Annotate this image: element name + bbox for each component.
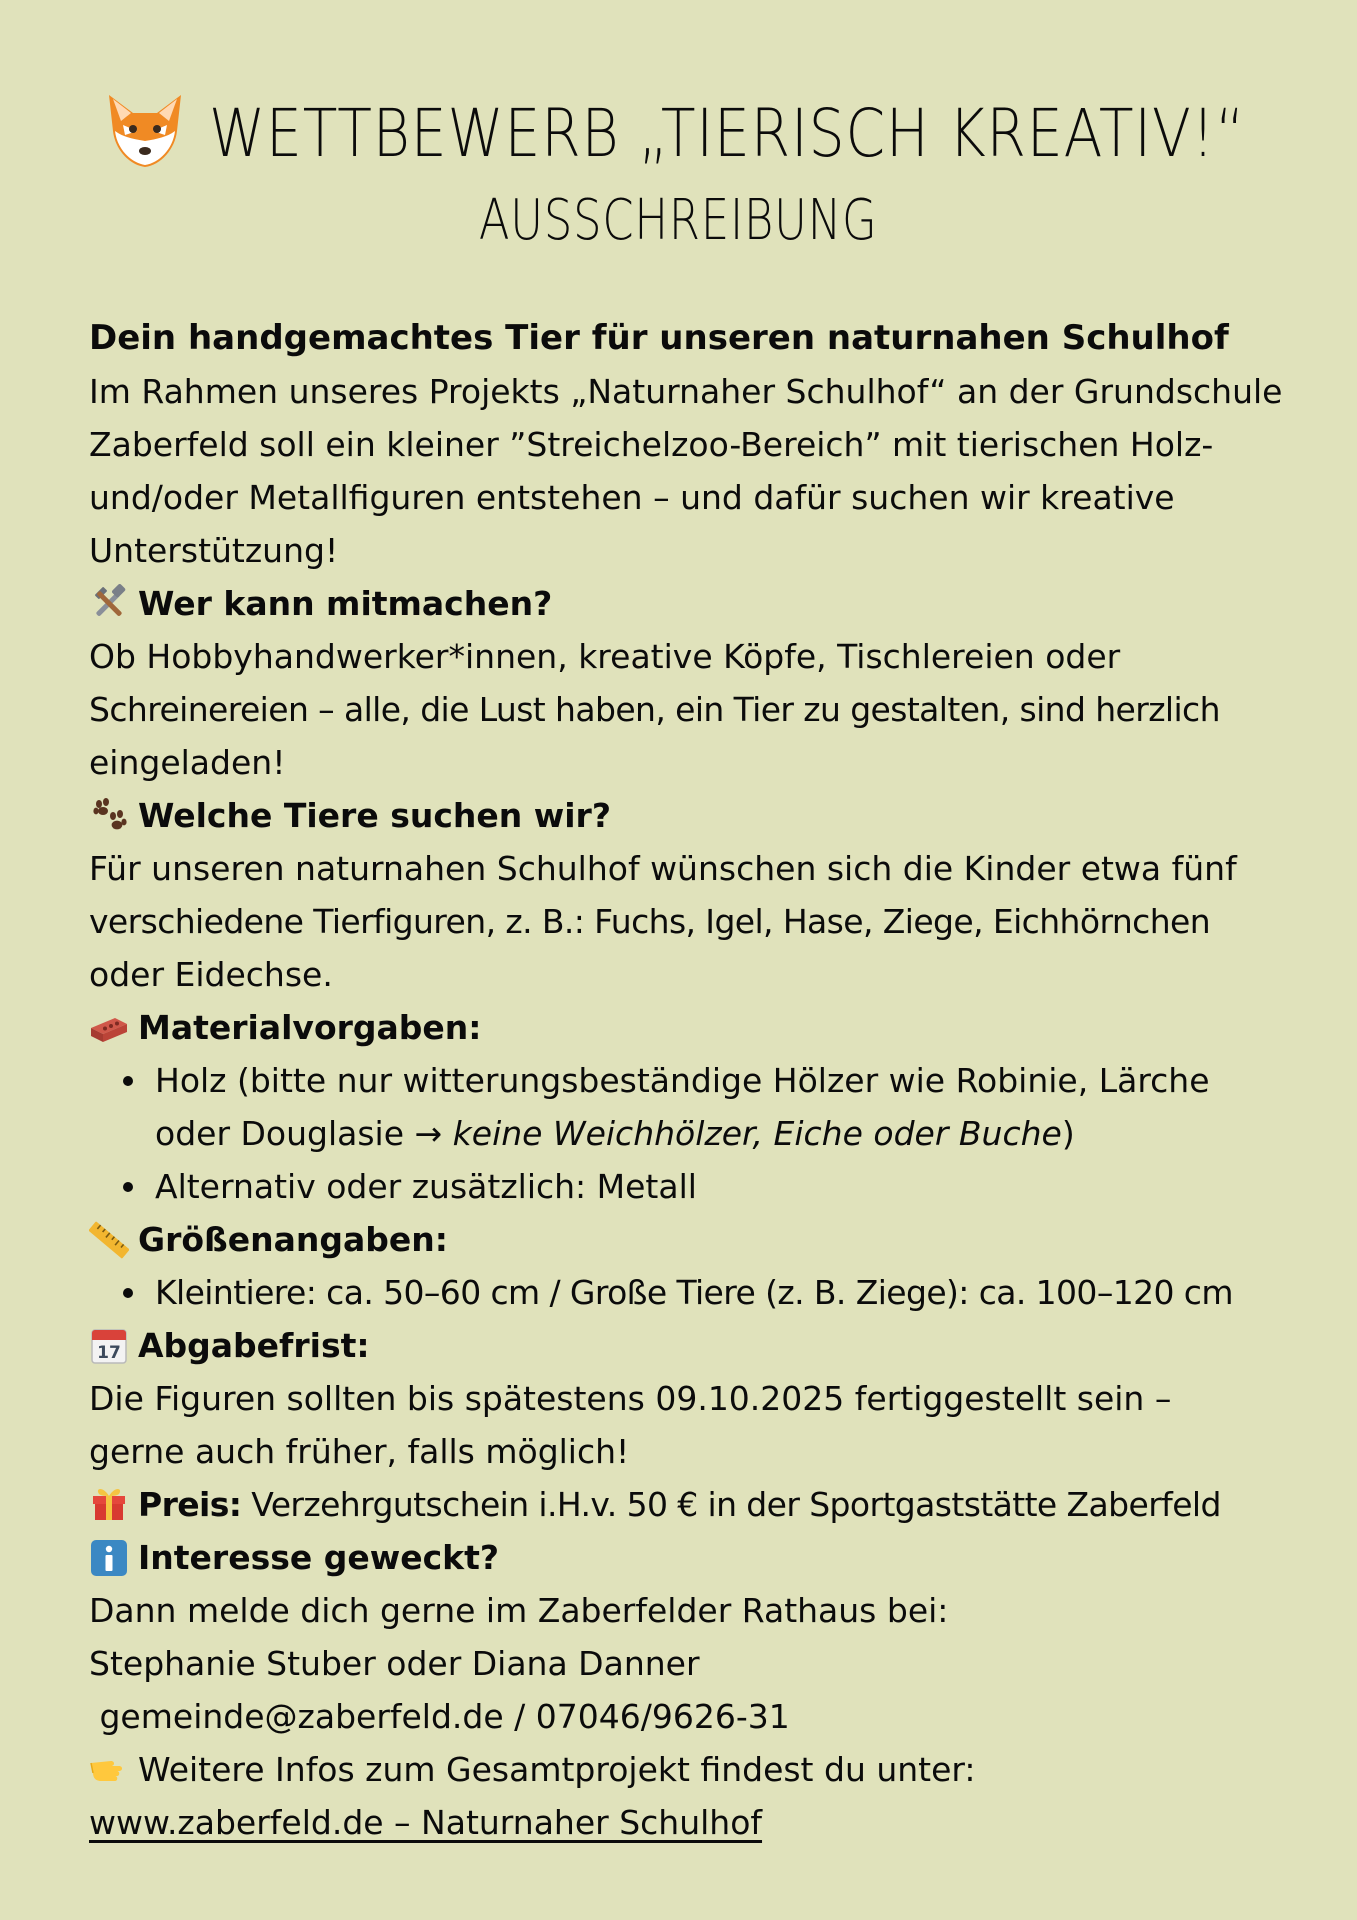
calendar-icon <box>89 1326 129 1366</box>
materials-item1-text: oder Douglasie → <box>155 1114 453 1153</box>
materials-item1-close: ) <box>1061 1114 1075 1153</box>
pointing-hand-icon <box>89 1747 129 1787</box>
info-icon <box>89 1538 129 1578</box>
project-link-line <box>89 1796 1289 1849</box>
contact-more-info <box>89 1743 1289 1796</box>
intro-heading: Dein handgemachtes Tier für unseren naturnahen Schulhof <box>89 318 1229 358</box>
deadline-heading <box>89 1319 1289 1372</box>
animals-line: Für unseren naturnahen Schulhof wünschen sich die Kinder etwa fünf <box>89 849 1237 888</box>
materials-item1-emphasis: keine Weichhölzer, Eiche oder Buche <box>452 1114 1062 1153</box>
more-info-text: Weitere Infos zum Gesamtprojekt findest du unter: <box>138 1750 976 1789</box>
contact-heading-text: Interesse geweckt? <box>138 1538 500 1577</box>
contact-heading <box>89 1531 1289 1584</box>
brick-icon <box>89 1008 129 1048</box>
participants-heading-text: Wer kann mitmachen? <box>138 584 553 623</box>
participants-line: Schreinereien – alle, die Lust haben, ein Tier zu gestalten, sind herzlich <box>89 690 1220 729</box>
prize-label: Preis: <box>138 1485 242 1524</box>
animals-heading-text: Welche Tiere suchen wir? <box>138 796 611 835</box>
materials-heading <box>89 1001 1289 1054</box>
content <box>89 312 1289 1849</box>
intro-line: und/oder Metallfiguren entstehen – und dafür suchen wir kreative <box>89 478 1175 517</box>
materials-item1-line2 <box>155 1114 1075 1153</box>
animals-line: oder Eidechse. <box>89 955 333 994</box>
svg-text:17: 17 <box>97 1342 121 1363</box>
contact-line: Dann melde dich gerne im Zaberfelder Rathaus bei: <box>89 1591 949 1630</box>
contact-email-phone[interactable]: gemeinde@zaberfeld.de / 07046/9626-31 <box>89 1697 790 1736</box>
deadline-heading-text: Abgabefrist: <box>138 1326 370 1365</box>
fox-icon <box>103 91 187 171</box>
list-item: Kleintiere: ca. 50–60 cm / Große Tiere (z. B. Ziege): ca. 100–120 cm <box>133 1266 1289 1319</box>
header <box>0 88 1357 253</box>
materials-heading-text: Materialvorgaben: <box>138 1008 482 1047</box>
ruler-icon <box>89 1220 129 1260</box>
prize-text: Verzehrgutschein i.H.v. 50 € in der Sportgaststätte Zaberfeld <box>241 1485 1221 1524</box>
intro-line: Zaberfeld soll ein kleiner ”Streichelzoo-Bereich” mit tierischen Holz- <box>89 425 1214 464</box>
project-link[interactable]: www.zaberfeld.de – Naturnaher Schulhof <box>89 1803 763 1842</box>
participants-line: Ob Hobbyhandwerker*innen, kreative Köpfe, Tischlereien oder <box>89 637 1121 676</box>
sizes-heading <box>89 1213 1289 1266</box>
intro-line: Im Rahmen unseres Projekts „Naturnaher Schulhof“ an der Grundschule <box>89 372 1283 411</box>
deadline-line: Die Figuren sollten bis spätestens 09.10.2025 fertiggestellt sein – <box>89 1379 1172 1418</box>
tools-icon <box>89 584 129 624</box>
contact-line: Stephanie Stuber oder Diana Danner <box>89 1644 700 1683</box>
prize-line <box>89 1478 1289 1531</box>
page-title: WETTBEWERB „TIERISCH KREATIV!“ <box>208 94 1246 172</box>
title-row <box>0 88 1357 178</box>
materials-list <box>89 1054 1289 1213</box>
sizes-heading-text: Größenangaben: <box>138 1220 448 1259</box>
deadline-line: gerne auch früher, falls möglich! <box>89 1432 630 1471</box>
materials-item1-line1: Holz (bitte nur witterungsbeständige Hölzer wie Robinie, Lärche <box>155 1061 1210 1100</box>
intro-line: Unterstützung! <box>89 531 339 570</box>
list-item <box>133 1054 1289 1160</box>
paw-prints-icon <box>89 796 129 836</box>
participants-line: eingeladen! <box>89 743 286 782</box>
animals-line: verschiedene Tierfiguren, z. B.: Fuchs, Igel, Hase, Ziege, Eichhörnchen <box>89 902 1211 941</box>
page-subtitle: AUSSCHREIBUNG <box>479 188 878 253</box>
list-item: Alternativ oder zusätzlich: Metall <box>133 1160 1289 1213</box>
gift-icon <box>89 1482 129 1522</box>
animals-heading <box>89 789 1289 842</box>
sizes-list <box>89 1266 1289 1319</box>
participants-heading <box>89 577 1289 630</box>
